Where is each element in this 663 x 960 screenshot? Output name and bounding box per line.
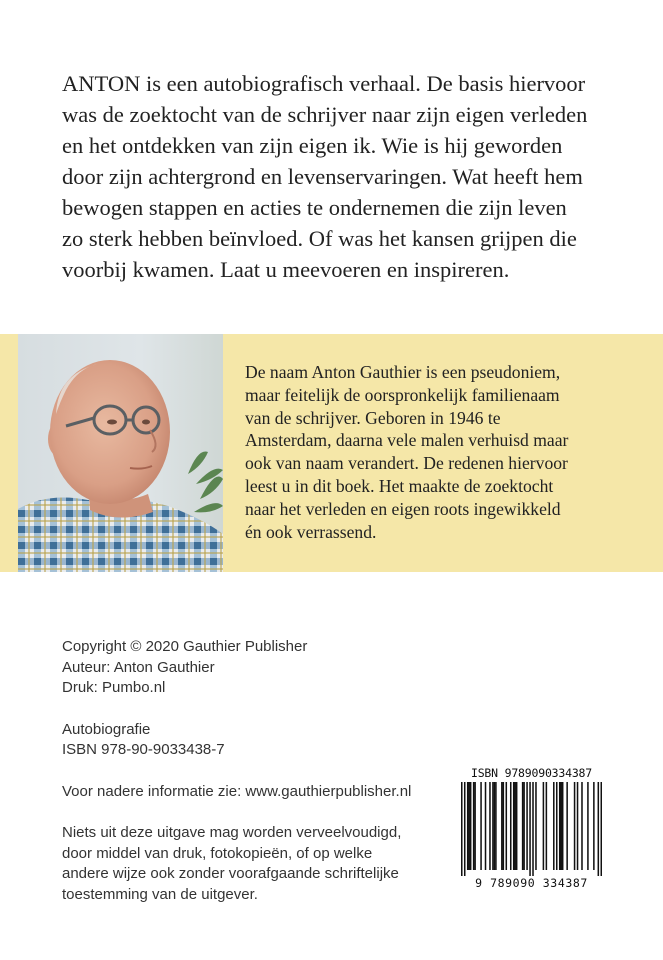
rights-line: Niets uit deze uitgave mag worden verveelvoudigd, [62,824,402,841]
colophon [62,637,462,905]
barcode-bar [510,782,512,870]
blurb-line: bewogen stappen en acties te ondernemen die zijn leven [62,195,567,220]
bio-line: van de schrijver. Geboren in 1946 te [245,407,501,428]
barcode-bar [529,782,531,876]
barcode-digits: 9 789090 334387 [475,876,588,890]
author-photo [18,334,223,572]
barcode-bar [492,782,494,870]
blurb-line: ANTON is een autobiografisch verhaal. De basis hiervoor [62,71,586,96]
barcode-bar [556,782,558,870]
barcode-bar [587,782,589,870]
barcode-bar [559,782,561,870]
bio-line: maar feitelijk de oorspronkelijk familienaam [245,384,560,405]
barcode-bar [464,782,466,876]
genre-label: Autobiografie [62,720,151,738]
barcode-bar [495,782,497,870]
barcode-bar [526,782,528,870]
barcode-bar [516,782,518,870]
barcode-bar [514,782,516,870]
isbn-barcode [461,766,602,890]
barcode-bar [577,782,579,870]
barcode-bar [562,782,564,870]
barcode-bar [473,782,475,870]
barcode-bar [598,782,600,876]
blurb-line: was de zoektocht van de schrijver naar zijn eigen verleden [62,102,588,127]
rights-line: door middel van druk, fotokopieën, of op welke [62,844,373,862]
copyright-text: Copyright © 2020 Gauthier Publisher [62,638,308,655]
author-credit: Auteur: Anton Gauthier [62,658,215,676]
bio-line: én ook verrassend. [245,521,377,542]
barcode-bar [485,782,487,870]
barcode-bar [574,782,576,870]
info-text: Voor nadere informatie zie: www.gauthierpublisher.nl [62,782,412,800]
barcode-bar [546,782,548,870]
barcode-bar [474,782,476,870]
barcode-bar [581,782,583,870]
barcode-bar [553,782,555,870]
back-cover-blurb [62,68,622,285]
blurb-line: door zijn achtergrond en levenservaringen. Wat heeft hem [62,164,583,189]
barcode-bar [468,782,470,870]
barcode-bar [461,782,463,876]
rights-line: andere wijze ook zonder voorafgaande schriftelijke [62,865,399,882]
barcode-bar [601,782,602,876]
barcode-bar [593,782,595,870]
barcode-bar [560,782,562,870]
barcode-bar [501,782,503,870]
barcode-bar [543,782,545,870]
blurb-line: voorbij kwamen. Laat u meevoeren en inspireren. [62,257,510,282]
blurb-line: en het ontdekken van zijn eigen ik. Wie is hij geworden [62,133,563,158]
barcode-bar [532,782,534,876]
rights-line: toestemming van de uitgever. [62,885,258,903]
barcode-bar [467,782,469,870]
blurb-line: zo sterk hebben beïnvloed. Of was het kansen grijpen die [62,226,577,251]
barcode-bar [480,782,482,870]
bio-line: leest u in dit boek. Het maakte de zoektocht [245,475,554,496]
bio-line: naar het verleden en eigen roots ingewikkeld [245,498,561,519]
author-bio [245,361,645,543]
barcode-bar [494,782,496,870]
barcode-bar [470,782,472,870]
isbn-text: ISBN 978-90-9033438-7 [62,741,225,758]
bio-line: ook van naam verandert. De redenen hiervoor [245,453,568,474]
barcode-bar [506,782,508,870]
barcode-bar [489,782,491,870]
barcode-bar [566,782,568,870]
bio-line: Amsterdam, daarna vele malen verhuisd maar [245,430,569,451]
bio-line: De naam Anton Gauthier is een pseudoniem, [245,362,561,382]
barcode-isbn-label: ISBN 9789090334387 [470,766,593,780]
barcode-bar [535,782,537,870]
barcode-bar [522,782,524,870]
barcode-bar [513,782,515,870]
printer-credit: Druk: Pumbo.nl [62,679,166,696]
barcode-bar [523,782,525,870]
barcode-bar [503,782,505,870]
barcode-bars [461,782,602,876]
